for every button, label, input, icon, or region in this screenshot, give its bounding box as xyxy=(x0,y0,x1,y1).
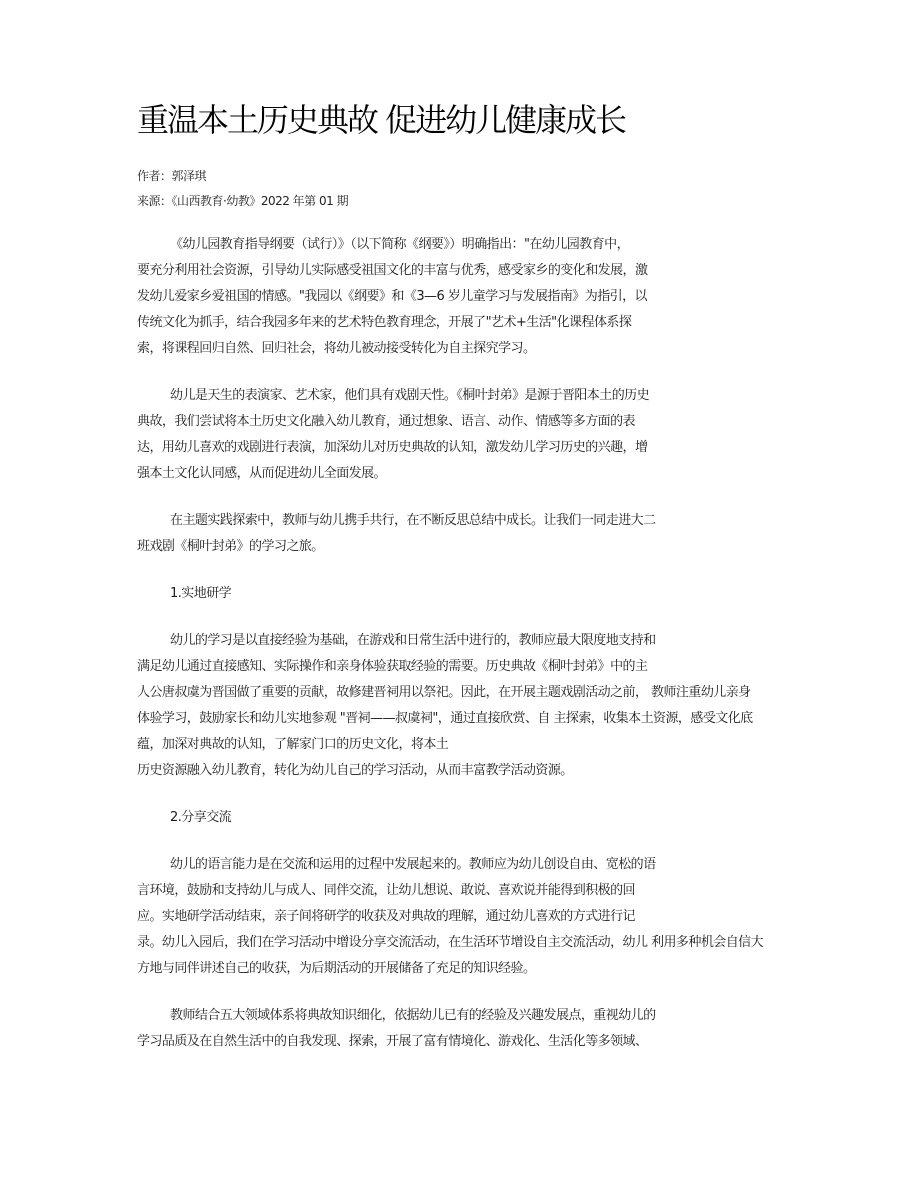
article-meta xyxy=(137,164,348,214)
text-line: 幼儿是天生的表演家、艺术家，他们具有戏剧天性。《桐叶封弟》是源于晋阳本土的历史 xyxy=(170,388,650,403)
text-line: 强本土文化认同感，从而促进幼儿全面发展。 xyxy=(137,466,387,481)
paragraph xyxy=(137,1003,797,1055)
text-line: 达，用幼儿喜欢的戏剧进行表演，加深幼儿对历史典故的认知，激发幼儿学习历史的兴趣，增 xyxy=(137,440,648,455)
text-line: 学习品质及在自然生活中的自我发现、探索，开展了富有情境化、游戏化、生活化等多领域、 xyxy=(137,1034,648,1049)
text-line: 教师结合五大领域体系将典故知识细化，依据幼儿已有的经验及兴趣发展点，重视幼儿的 xyxy=(170,1008,656,1023)
text-line: 班戏剧《桐叶封弟》的学习之旅。 xyxy=(137,539,324,554)
text-line: 言环境，鼓励和支持幼儿与成人、同伴交流，让幼儿想说、敢说、喜欢说并能得到积极的回 xyxy=(137,883,636,898)
section-heading xyxy=(137,805,797,831)
article-body xyxy=(137,232,797,1076)
text-line: 幼儿的语言能力是在交流和运用的过程中发展起来的。教师应为幼儿创设自由、宽松的语 xyxy=(170,857,656,872)
article-title: 重温本土历史典故 促进幼儿健康成长 xyxy=(137,101,626,139)
paragraph xyxy=(137,232,797,362)
text-line: 1.实地研学 xyxy=(170,586,232,601)
text-line: 录。幼儿入园后，我们在学习活动中增设分享交流活动，在生活环节增设自主交流活动，幼儿 利用多种机会自信大 xyxy=(137,935,764,950)
text-line: 传统文化为抓手，结合我园多年来的艺术特色教育理念，开展了"艺术+生活"化课程体系探 xyxy=(137,315,632,330)
paragraph xyxy=(137,383,797,487)
paragraph xyxy=(137,628,797,784)
text-line: 应。实地研学活动结束，亲子间将研学的收获及对典故的理解，通过幼儿喜欢的方式进行记 xyxy=(137,909,636,924)
paragraph xyxy=(137,508,797,560)
text-line: 在主题实践探索中，教师与幼儿携手共行，在不断反思总结中成长。让我们一同走进大二 xyxy=(170,513,656,528)
paragraph xyxy=(137,852,797,982)
text-line: 《幼儿园教育指导纲要（试行）》（以下简称《纲要》）明确指出："在幼儿园教育中， xyxy=(170,237,630,252)
text-line: 典故，我们尝试将本土历史文化融入幼儿教育，通过想象、语言、动作、情感等多方面的表 xyxy=(137,414,636,429)
text-line: 人公唐叔虞为晋国做了重要的贡献，故修建晋祠用以祭祀。因此，在开展主题戏剧活动之前， 教师注重幼儿亲身 xyxy=(137,685,751,700)
text-line: 蕴，加深对典故的认知，了解家门口的历史文化，将本土 xyxy=(137,737,449,752)
text-line: 方地与同伴讲述自己的收获，为后期活动的开展储备了充足的知识经验。 xyxy=(137,961,536,976)
source-line: 来源：《山西教育·幼教》2022 年第 01 期 xyxy=(137,194,349,208)
section-heading xyxy=(137,581,797,607)
text-line: 2.分享交流 xyxy=(170,810,232,825)
text-line: 索，将课程回归自然、回归社会，将幼儿被动接受转化为自主探究学习。 xyxy=(137,341,536,356)
text-line: 幼儿的学习是以直接经验为基础，在游戏和日常生活中进行的，教师应最大限度地支持和 xyxy=(170,633,656,648)
text-line: 历史资源融入幼儿教育，转化为幼儿自己的学习活动，从而丰富教学活动资源。 xyxy=(137,763,573,778)
author-line: 作者：郭泽琪 xyxy=(137,169,207,183)
text-line: 体验学习，鼓励家长和幼儿实地参观 "晋祠——叔虞祠"，通过直接欣赏、自 主探索，收集本土资源，感受文化底 xyxy=(137,711,753,726)
text-line: 满足幼儿通过直接感知、实际操作和亲身体验获取经验的需要。历史典故《桐叶封弟》中的主 xyxy=(137,659,648,674)
text-line: 要充分利用社会资源，引导幼儿实际感受祖国文化的丰富与优秀，感受家乡的变化和发展，激 xyxy=(137,263,648,278)
text-line: 发幼儿爱家乡爱祖国的情感。"我园以《纲要》和《3—6 岁儿童学习与发展指南》为指引，以 xyxy=(137,289,648,304)
